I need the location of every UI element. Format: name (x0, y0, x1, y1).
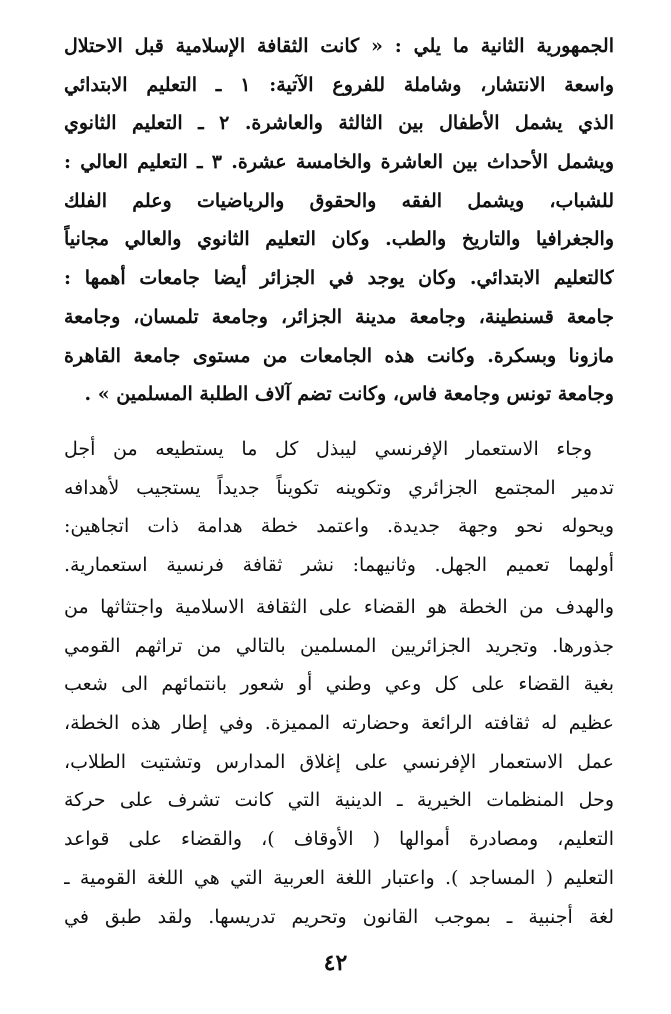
text-line: والهدف من الخطة هو القضاء على الثقافة الاسلامية واجتثاثها من (64, 596, 614, 618)
text-line: وجاء الاستعمار الإفرنسي ليبذل كل ما يستطيعه من أجل (64, 438, 592, 460)
page-number: ٤٢ (323, 950, 348, 976)
text-line: وجامعة تونس وجامعة فاس، وكانت تضم آلاف الطلبة المسلمين » . (84, 383, 614, 406)
paragraph-plan-goal (64, 588, 614, 936)
text-line: أولهما تعميم الجهل. وثانيهما: نشر ثقافة فرنسية استعمارية. (64, 554, 614, 577)
text-line: ويحوله نحو وجهة جديدة. واعتمد خطة هدامة ذات اتجاهين: (64, 515, 614, 538)
text-line: التعليم ( المساجد ). واعتبار اللغة العربية التي هي اللغة القومية ـ (64, 866, 614, 889)
text-line: كالتعليم الابتدائي. وكان يوجد في الجزائر أيضا جامعات أهمها : (64, 267, 614, 290)
text-line: بغية القضاء على كل وعي وطني أو شعور بانتمائهم الى شعب (64, 673, 614, 696)
text-line: واسعة الانتشار، وشاملة للفروع الآتية: ١ ـ التعليم الابتدائي (64, 73, 614, 96)
text-line: الجمهورية الثانية ما يلي : « كانت الثقافة الإسلامية قبل الاحتلال (64, 35, 614, 57)
paragraph-colonial-plan (64, 430, 614, 585)
text-line: ويشمل الأحداث بين العاشرة والخامسة عشرة. ٣ ـ التعليم العالي : (64, 151, 614, 174)
text-line: والجغرافيا والتاريخ والطب. وكان التعليم الثانوي والعالي مجانياً (64, 228, 614, 251)
text-line: جامعة قسنطينة، وجامعة مدينة الجزائر، وجامعة تلمسان، وجامعة (64, 305, 614, 328)
text-line: التعليم، ومصادرة أموالها ( الأوقاف )، والقضاء على قواعد (64, 828, 614, 851)
text-line: للشباب، ويشمل الفقه والحقوق والرياضيات وعلم الفلك (64, 189, 614, 212)
text-line: مازونا وبسكرة. وكانت هذه الجامعات من مستوى جامعة القاهرة (64, 344, 614, 367)
text-line: عمل الاستعمار الإفرنسي على إغلاق المدارس وتشتيت الطلاب، (64, 750, 614, 773)
text-line: لغة أجنبية ـ بموجب القانون وتحريم تدريسها. ولقد طبق في (64, 905, 614, 928)
text-line: عظيم له ثقافته الرائعة وحضارته المميزة. وفي إطار هذه الخطة، (64, 712, 614, 735)
text-line: الذي يشمل الأطفال بين الثالثة والعاشرة. ٢ ـ التعليم الثانوي (64, 112, 614, 135)
text-line: وحل المنظمات الخيرية ـ الدينية التي كانت تشرف على حركة (64, 789, 614, 812)
text-line: جذورها. وتجريد الجزائريين المسلمين بالتالي من تراثهم القومي (64, 634, 614, 657)
quote-paragraph (64, 27, 614, 414)
text-line: تدمير المجتمع الجزائري وتكوينه تكويناً جديداً يستجيب لأهدافه (64, 476, 614, 499)
